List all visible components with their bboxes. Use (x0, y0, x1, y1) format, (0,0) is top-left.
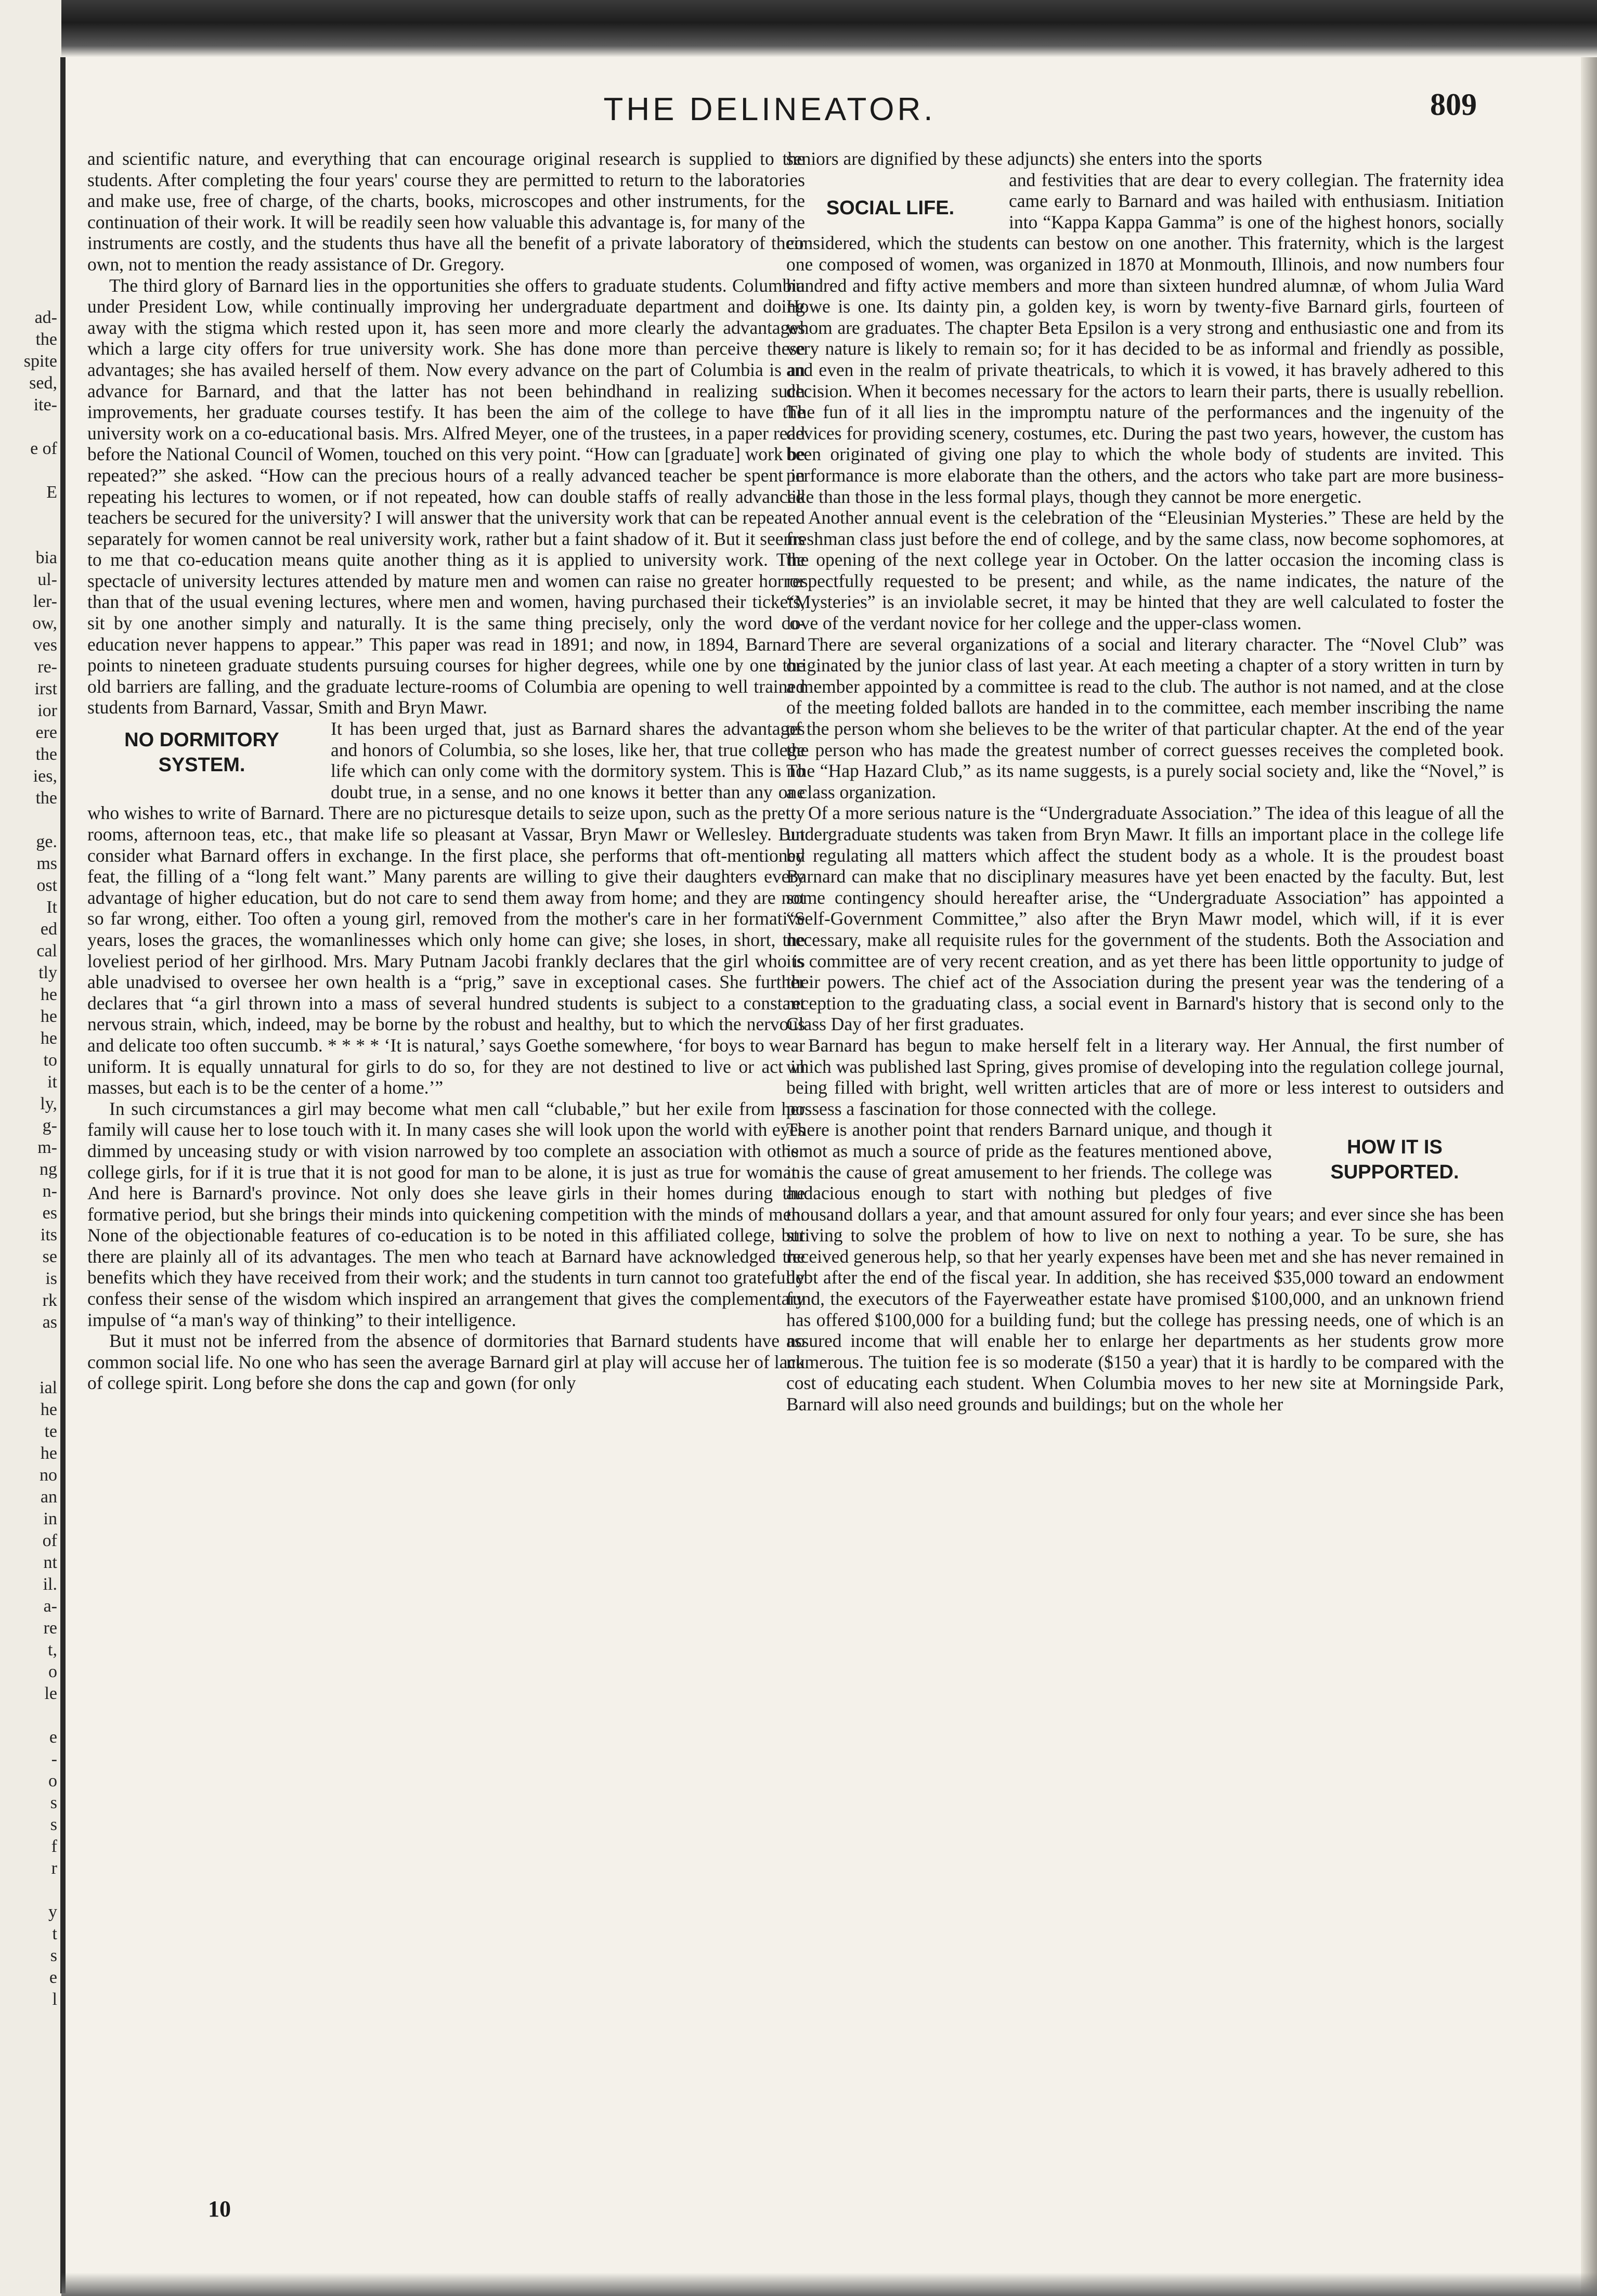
running-title: THE DELINEATOR. (603, 92, 936, 127)
paragraph: It has been urged that, just as Barnard shares the advantages and honors of Columbia, so she loses, like her, that true college life which can only come with the dormitory system. This is no doubt true, in a sense, and no one knows it better than any one who wishes to write of Barnard. There are no picturesque details to seize upon, such as the pretty rooms, afternoon teas, etc., that make life so pleasant at Vassar, Bryn Mawr or Wellesley. But consider what Barnard offers in exchange. In the first place, she performs that oft-mentioned feat, the filling of a “long felt want.” Many parents are willing to give their daughters every advantage of higher education, but do not care to send them away from home; and they are not so far wrong, either. Too often a young girl, removed from the mother's care in her formative years, loses the graces, the womanlinesses which only home can give; she loses, in short, the loveliest period of her girlhood. Mrs. Mary Putnam Jacobi frankly declares that the girl who is able unadvised to oversee her own health is a “prig,” save in exceptional cases. She further declares that “a girl thrown into a mass of several hundred students is subject to a constant nervous strain, which, indeed, may be borne by the robust and healthy, but to which the nervous and delicate too often succumb. * * * * ‘It is natural,’ says Goethe somewhere, ‘for boys to wear uniform. It is equally unnatural for girls to do so, for they are not destined to live or act in masses, but each is to be the center of a home.’” (87, 718, 805, 1098)
fragment-line: - (51, 1749, 57, 1769)
fragment-line: se (42, 1247, 57, 1266)
fragment-line (0, 460, 57, 482)
fragment-line: ost (36, 876, 57, 895)
fragment-line: il. (43, 1575, 57, 1594)
paragraph: and scientific nature, and everything that can encourage original research is supplied to the students. After completing the four years' course they are permitted to return to the laboratories and make use, free of charge, of the charts, books, microscopes and other instruments, for the continuation of their work. It will be readily seen how valuable this advantage is, for many of the instruments are costly, and the students thus have all the benefit of a private laboratory of their own, not to mention the ready assistance of Dr. Gregory. (87, 148, 805, 275)
fragment-line: es (42, 1203, 57, 1223)
fragment-line: ite- (33, 395, 57, 414)
paragraph-first-line: seniors are dignified by these adjuncts) she enters into the sports (786, 148, 1262, 169)
fragment-line (0, 1355, 57, 1377)
fragment-line: g- (42, 1116, 57, 1135)
fragment-line: ere (35, 723, 57, 742)
fragment-line: le (44, 1684, 57, 1703)
left-column (87, 148, 805, 1394)
fragment-line: l (52, 1990, 57, 2009)
signature-number: 10 (208, 2196, 231, 2222)
fragment-line: ad- (34, 308, 57, 327)
page-number: 809 (1430, 87, 1477, 122)
fragment-line (0, 809, 57, 831)
fragment-line: s (50, 1815, 57, 1834)
fragment-line: to (43, 1050, 57, 1070)
fragment-line: o (48, 1771, 57, 1791)
fragment-line: as (42, 1313, 57, 1332)
fragment-line: ler- (33, 592, 57, 611)
fragment-line: s (50, 1793, 57, 1812)
paragraph: There are several organizations of a social and literary character. The “Novel Club” was originated by the junior class of last year. At each meeting a chapter of a story written in turn by a member appointed by a committee is read to the club. The author is not named, and at the close of the meeting folded ballots are handed in to the committee, each member inscribing the name of the person whom she believes to be the writer of that particular chapter. At the end of the year the person who has made the greatest number of correct guesses receives the completed book. The “Hap Hazard Club,” as its name suggests, is a purely social society and, like the “Novel,” is a class organization. (786, 633, 1504, 802)
paragraph: There is another point that renders Barnard unique, and though it is not as much a source of pride as the features mentioned above, it is the cause of great amusement to her friends. The college was audacious enough to start with nothing but pledges of five thousand dollars a year, and that amount assured for only four years; and ever since she has been striving to solve the problem of how to live on next to nothing a year. To be sure, she has received generous help, so that her yearly expenses have been met and she has never remained in debt after the end of the fiscal year. In addition, she has received $35,000 toward an endowment fund, the executors of the Fayerweather estate have promised $100,000, and an unknown friend has offered $100,000 for a building fund; but the college has pressing needs, one of which is an assured income that will enable her to enlarge her departments as her students grow more numerous. The tuition fee is so moderate ($150 a year) that it is hardly to be compared with the cost of educating each student. When Columbia moves to her new site at Morningside Park, Barnard will also need grounds and buildings; but on the whole her (786, 1119, 1504, 1415)
fragment-line: f (51, 1837, 57, 1856)
fragment-line: ow, (32, 614, 57, 633)
scan-bottom-edge (61, 2273, 1597, 2296)
fragment-line: the (35, 745, 57, 764)
fragment-line: It (46, 898, 57, 917)
fragment-line: ial (40, 1378, 57, 1397)
fragment-line: no (40, 1465, 57, 1485)
fragment-line: m- (37, 1138, 57, 1157)
fragment-line (0, 1879, 57, 1901)
paragraph: Of a more serious nature is the “Undergraduate Association.” The idea of this league of all the undergraduate students was taken from Bryn Mawr. It fills an important place in the college life by regulating all matters which affect the student body as a whole. It is the proudest boast Barnard can make that no disciplinary measures have yet been enacted by the faculty. But, lest some contingency should hereafter arise, the “Undergraduate Association” has appointed a “Self-Government Committee,” also after the Bryn Mawr model, which will, if it is ever necessary, make all requisite rules for the government of the students. Both the Association and its committee are of very recent creation, and as yet there has been little opportunity to judge of their powers. The chief act of the Association during the present year was the tendering of a reception to the graduating class, a social event in Barnard's history that is second only to the Class Day of her first graduates. (786, 802, 1504, 1035)
fragment-line: in (43, 1509, 57, 1528)
fragment-line: ms (36, 854, 57, 873)
fragment-line: te (44, 1422, 57, 1441)
fragment-line: ies, (33, 767, 57, 786)
right-column (786, 148, 1504, 1415)
fragment-line (0, 503, 57, 525)
page-header (68, 87, 1576, 133)
fragment-line: e (49, 1968, 57, 1987)
fragment-line: spite (23, 352, 57, 371)
paragraph: Barnard has begun to make herself felt in a literary way. Her Annual, the first number of which was published last Spring, gives promise of developing into the regulation college journal, being filled with bright, well written articles that are of more or less interest to outsiders and possess a fascination for those connected with the college. (786, 1034, 1504, 1119)
fragment-line: sed, (29, 373, 57, 393)
fragment-line (0, 525, 57, 547)
fragment-line: o (48, 1662, 57, 1681)
fragment-line: of (42, 1531, 57, 1550)
fragment-line: tly (38, 963, 57, 982)
fragment-line: the (35, 788, 57, 808)
fragment-line: an (40, 1487, 57, 1507)
binding-shadow (60, 57, 66, 2293)
fragment-line: he (40, 1444, 57, 1463)
fragment-line: r (51, 1859, 57, 1878)
fragment-line: ge. (36, 832, 57, 851)
fragment-line: re- (37, 657, 57, 677)
fragment-line: s (50, 1946, 57, 1965)
fragment-line: irst (34, 679, 57, 698)
paragraph: Another annual event is the celebration of the “Eleusinian Mysteries.” These are held by the freshman class just before the end of college, and by the same class, now become sophomores, at the opening of the next college year in October. On the latter occasion the incoming class is respectfully requested to be present; and while, as the name indicates, the nature of the “Mysteries” is an inviolable secret, it may be hinted that they are well calculated to foster the love of the verdant novice for her college and the upper-class women. (786, 507, 1504, 634)
side-heading-how-supported: HOW IT IS SUPPORTED. (1330, 1136, 1459, 1184)
facing-page-fragments (0, 307, 57, 2127)
scan-top-edge (0, 0, 1597, 57)
fragment-line: ng (40, 1160, 57, 1179)
fragment-line: re (43, 1618, 57, 1638)
fragment-line: its (40, 1225, 57, 1244)
fragment-line: it (47, 1072, 57, 1092)
fragment-line: E (46, 483, 57, 502)
fragment-line: he (40, 1007, 57, 1026)
fragment-line (0, 416, 57, 438)
fragment-line: nt (43, 1553, 57, 1572)
side-heading-social-life: SOCIAL LIFE. (826, 197, 955, 219)
fragment-line: t, (48, 1640, 57, 1659)
fragment-line: e (49, 1728, 57, 1747)
fragment-line: he (40, 1400, 57, 1419)
fragment-line: ly, (40, 1094, 57, 1113)
side-heading-no-dormitory: NO DORMITORY SYSTEM. (124, 729, 279, 776)
fragment-line: he (40, 1029, 57, 1048)
paragraph: But it must not be inferred from the absence of dormitories that Barnard students have no common social life. No one who has seen the average Barnard girl at play will accuse her of lack of college spirit. Long before she dons the cap and gown (for only (87, 1330, 805, 1394)
fragment-line (0, 1333, 57, 1355)
fragment-line: ul- (37, 570, 57, 589)
fragment-line: bia (35, 548, 57, 567)
fragment-line: e of (30, 439, 57, 458)
paragraph: The third glory of Barnard lies in the opportunities she offers to graduate students. Columbia under President Low, while continually improving her undergraduate department and doing away with the stigma which rested upon it, has seen more and more clearly the advantages which a large city offers for true university work. She has done more than perceive these advantages; she has availed herself of them. Now every advance on the part of Columbia is an advance for Barnard, and that the latter has not been behindhand in realizing such improvements, her graduate courses testify. It has been the aim of the college to have the university work on a co-educational basis. Mrs. Alfred Meyer, one of the trustees, in a paper read before the National Council of Women, touched on this very point. “How can [graduate] work be repeated?” she asked. “How can the precious hours of a really advanced teacher be spent in repeating his lectures to women, or if not repeated, how can double staffs of really advanced teachers be secured for the university? I will answer that the university work that can be repeated separately for women cannot be real university work, rather but a faint shadow of it. But it seems to me that co-education means quite another thing as it is applied to university work. The spectacle of university lectures attended by mature men and women can raise no greater horror than that of the usual evening lectures, where men and women, having purchased their tickets, sit by one another simply and naturally. It is the same thing precisely, only the word co-education never happens to appear.” This paper was read in 1891; and now, in 1894, Barnard points to nineteen graduate students pursuing courses for higher degrees, while one by one the old barriers are falling, and the graduate lecture-rooms of Columbia are opening to well trained students from Barnard, Vassar, Smith and Bryn Mawr. (87, 275, 805, 718)
fragment-line: the (35, 330, 57, 349)
fragment-line: t (52, 1924, 57, 1943)
fragment-line: is (45, 1269, 57, 1288)
fragment-line: ior (37, 701, 57, 720)
paragraph: and festivities that are dear to every collegian. The fraternity idea came early to Barnard and was hailed with enthusiasm. Initiation into “Kappa Kappa Gamma” is one of the highest honors, socially considered, which the students can bestow on one another. This fraternity, which is the largest one composed of women, was organized in 1870 at Monmouth, Illinois, and now numbers four hundred and fifty active members and more than sixteen hundred alumnæ, of whom Julia Ward Howe is one. Its dainty pin, a golden key, is worn by twenty-five Barnard girls, fourteen of whom are graduates. The chapter Beta Epsilon is a very strong and enthusiastic one and from its very nature is likely to remain so; for it has decided to be as informal and friendly as possible, and even in the realm of private theatricals, to which it is vowed, it has bravely adhered to this decision. When it becomes necessary for the actors to learn their parts, there is usually rebellion. The fun of it all lies in the impromptu nature of the performances and the ingenuity of the devices for providing scenery, costumes, etc. During the past two years, however, the custom has been originated of giving one play to which the whole body of students are invited. This performance is more elaborate than the others, and the actors who take part are more business-like than those in the less formal plays, though they cannot be more energetic. (786, 169, 1504, 507)
paragraph: In such circumstances a girl may become what men call “clubable,” but her exile from her family will cause her to lose touch with it. In many cases she will look upon the world with eyes dimmed by unceasing study or with vision narrowed by too complete an association with other college girls, for if it is true that it is not good for man to be alone, it is just as true for woman. And here is Barnard's province. Not only does she leave girls in their homes during the formative period, but she brings their minds into quickening competition with the minds of men. None of the objectionable features of co-education is to be noted in this affiliated college, but there are plainly all of its advantages. The men who teach at Barnard have acknowledged the benefits which they have received from their work; and the students in turn cannot too gratefully confess their sense of the wisdom which inspired an arrangement that gives the complementary impulse of “a man's way of thinking” to their intelligence. (87, 1098, 805, 1330)
scan-right-edge (1581, 57, 1597, 2296)
fragment-line: ves (33, 635, 57, 655)
fragment-line: a- (43, 1597, 57, 1616)
fragment-line: n- (42, 1182, 57, 1201)
fragment-line: ed (40, 919, 57, 939)
fragment-line: cal (36, 941, 57, 961)
fragment-line (0, 1705, 57, 1727)
fragment-line: he (40, 985, 57, 1004)
fragment-line: y (48, 1902, 57, 1922)
fragment-line: rk (42, 1291, 57, 1310)
